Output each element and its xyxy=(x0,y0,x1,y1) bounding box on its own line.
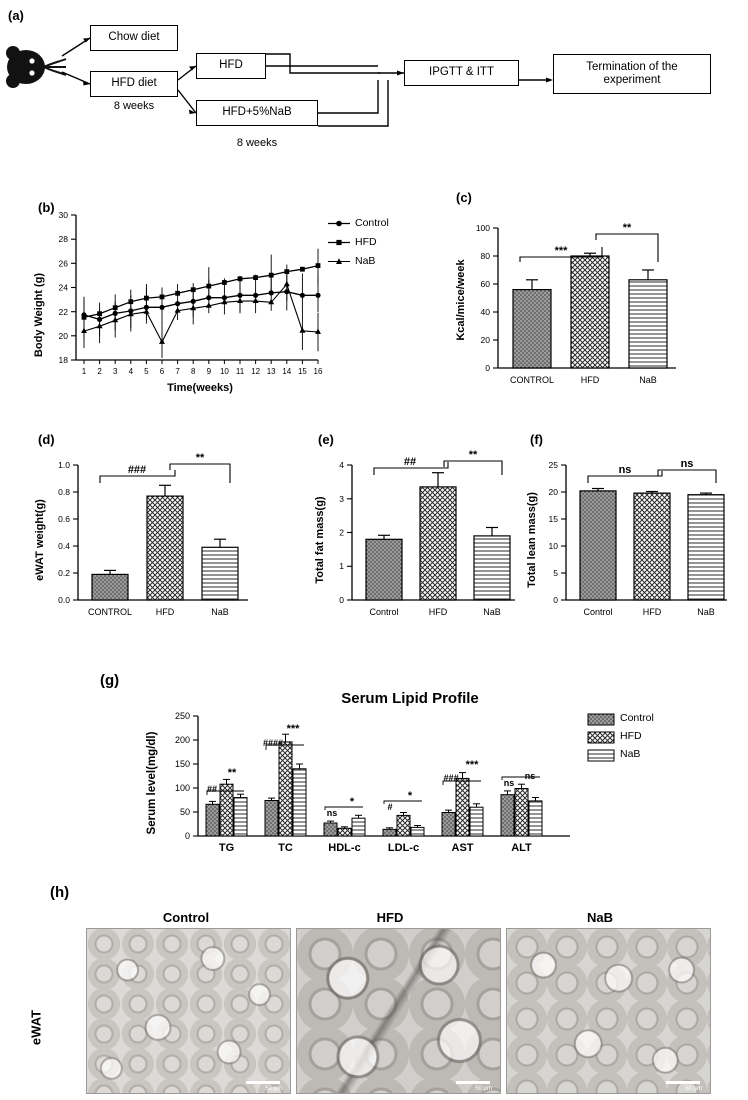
svg-text:**: ** xyxy=(622,222,632,234)
flow-node-termination xyxy=(553,54,711,94)
svg-text:**: ** xyxy=(195,452,205,464)
svg-text:24: 24 xyxy=(58,282,68,293)
svg-text:0: 0 xyxy=(485,363,490,373)
svg-text:ns: ns xyxy=(618,464,632,476)
flow-node-ipgtt-label: IPGTT & ITT xyxy=(429,66,494,79)
svg-text:***: *** xyxy=(286,723,300,735)
svg-text:NaB: NaB xyxy=(211,607,229,617)
panel-label-c: (c) xyxy=(456,190,472,205)
flow-node-hfd xyxy=(196,53,266,79)
scale-bar-control xyxy=(246,1081,280,1084)
svg-text:0: 0 xyxy=(184,831,190,841)
svg-text:26: 26 xyxy=(58,258,68,269)
chart-d xyxy=(30,445,270,640)
flowchart xyxy=(0,18,748,173)
svg-text:20: 20 xyxy=(58,331,68,341)
svg-text:2: 2 xyxy=(339,527,344,538)
svg-text:40: 40 xyxy=(480,307,490,317)
svg-text:4: 4 xyxy=(339,460,344,470)
svg-text:####: #### xyxy=(262,738,284,748)
histology-image-control xyxy=(86,928,291,1094)
flow-node-nab-label: HFD+5%NaB xyxy=(222,106,292,119)
chart-g-title-svg: Serum Lipid Profile xyxy=(341,690,479,707)
svg-text:HFD: HFD xyxy=(155,607,175,617)
svg-text:13: 13 xyxy=(266,367,276,376)
svg-text:LDL-c: LDL-c xyxy=(387,842,420,854)
svg-text:*: * xyxy=(407,790,413,802)
svg-text:6: 6 xyxy=(159,367,165,376)
flow-node-termination-label: Termination of the experiment xyxy=(586,60,678,86)
scale-text-hfd: 50 µm xyxy=(475,1086,492,1092)
svg-text:1: 1 xyxy=(339,561,344,571)
svg-text:20: 20 xyxy=(480,335,490,345)
svg-text:14: 14 xyxy=(282,367,292,376)
scale-bar-nab xyxy=(666,1081,700,1084)
svg-text:***: *** xyxy=(554,245,568,257)
svg-text:HDL-c: HDL-c xyxy=(328,842,361,854)
svg-text:*: * xyxy=(349,796,355,808)
svg-text:0.8: 0.8 xyxy=(58,487,70,497)
chart-e xyxy=(310,445,535,640)
flow-node-hfd-diet-label: HFD diet xyxy=(111,77,157,90)
svg-text:60: 60 xyxy=(480,279,490,289)
panel-label-b: (b) xyxy=(38,200,55,215)
svg-text:2: 2 xyxy=(97,367,102,376)
svg-text:3: 3 xyxy=(112,367,118,376)
panel-label-g: (g) xyxy=(100,672,120,689)
svg-text:ns: ns xyxy=(680,458,694,470)
svg-text:NaB: NaB xyxy=(697,607,715,617)
histology-col-control: Control xyxy=(162,910,210,925)
legend-label-g-nab: NaB xyxy=(620,748,641,760)
legend-chart-b xyxy=(328,217,418,267)
svg-text:25: 25 xyxy=(548,460,558,470)
svg-text:***: *** xyxy=(465,759,479,771)
svg-text:0.0: 0.0 xyxy=(58,595,70,605)
svg-text:###: ### xyxy=(127,464,147,476)
svg-text:ns: ns xyxy=(326,808,338,818)
flow-node-hfd-diet xyxy=(90,71,178,97)
histology-image-hfd xyxy=(296,928,501,1094)
svg-text:22: 22 xyxy=(58,307,68,317)
panel-label-e: (e) xyxy=(318,432,334,447)
svg-text:#: # xyxy=(387,802,393,812)
svg-text:CONTROL: CONTROL xyxy=(509,375,555,385)
legend-marker-nab xyxy=(328,257,350,266)
svg-text:7: 7 xyxy=(175,367,180,376)
legend-label-g-hfd: HFD xyxy=(620,730,642,742)
svg-text:Control: Control xyxy=(583,607,613,617)
flow-node-hfd-label: HFD xyxy=(219,59,243,72)
svg-text:Serum level(mg/dl): Serum level(mg/dl) xyxy=(146,731,158,835)
svg-text:ALT: ALT xyxy=(511,842,532,854)
svg-text:15: 15 xyxy=(548,514,558,524)
svg-text:ns: ns xyxy=(503,778,515,788)
svg-text:16: 16 xyxy=(313,367,323,376)
flow-caption-2: 8 weeks xyxy=(236,137,278,149)
svg-text:HFD: HFD xyxy=(580,375,600,385)
svg-text:NaB: NaB xyxy=(483,607,501,617)
scale-text-control: 50 µm xyxy=(265,1086,282,1092)
scale-text-nab: 50 µm xyxy=(685,1086,702,1092)
svg-text:eWAT weight(g): eWAT weight(g) xyxy=(34,499,46,581)
svg-text:5: 5 xyxy=(553,568,558,578)
svg-text:30: 30 xyxy=(58,210,68,220)
svg-text:20: 20 xyxy=(548,487,558,497)
flow-caption-1: 8 weeks xyxy=(113,100,155,112)
svg-text:10: 10 xyxy=(548,541,558,551)
svg-text:CONTROL: CONTROL xyxy=(87,607,133,617)
legend-marker-control xyxy=(328,219,350,228)
histology-col-hfd: HFD xyxy=(376,910,404,925)
panel-label-d: (d) xyxy=(38,432,55,447)
svg-text:TC: TC xyxy=(278,842,293,854)
legend-marker-hfd xyxy=(328,238,350,247)
flow-node-chow xyxy=(90,25,178,51)
svg-text:250: 250 xyxy=(174,711,190,721)
adipocyte-texture-hfd xyxy=(297,929,500,1093)
svg-text:AST: AST xyxy=(451,842,474,854)
chart-g xyxy=(140,688,700,868)
svg-text:100: 100 xyxy=(475,223,490,233)
svg-text:0.4: 0.4 xyxy=(58,541,70,551)
legend-label-nab: NaB xyxy=(355,255,376,267)
svg-text:**: ** xyxy=(468,449,478,461)
svg-text:##: ## xyxy=(206,784,218,794)
svg-text:0.2: 0.2 xyxy=(58,568,70,578)
svg-text:ns: ns xyxy=(524,771,536,781)
svg-text:10: 10 xyxy=(219,367,229,376)
svg-text:Total lean mass(g): Total lean mass(g) xyxy=(526,492,538,588)
chart-c xyxy=(450,200,700,410)
svg-text:###: ### xyxy=(443,773,459,783)
legend-label-hfd: HFD xyxy=(355,236,377,248)
legend-label-control: Control xyxy=(355,217,389,229)
panel-label-h: (h) xyxy=(50,884,70,901)
svg-text:NaB: NaB xyxy=(639,375,657,385)
chart-f xyxy=(522,445,747,640)
svg-text:HFD: HFD xyxy=(428,607,448,617)
svg-text:1.0: 1.0 xyxy=(58,460,70,470)
svg-text:4: 4 xyxy=(128,367,134,376)
svg-text:TG: TG xyxy=(218,842,235,854)
svg-text:100: 100 xyxy=(174,783,190,793)
svg-text:Time(weeks): Time(weeks) xyxy=(167,382,233,394)
svg-text:11: 11 xyxy=(235,367,245,376)
svg-text:0: 0 xyxy=(339,595,344,605)
adipocyte-texture-nab xyxy=(507,929,710,1093)
svg-text:##: ## xyxy=(403,456,417,468)
svg-text:80: 80 xyxy=(480,251,490,261)
svg-text:12: 12 xyxy=(251,367,261,376)
svg-text:9: 9 xyxy=(206,367,212,376)
svg-text:18: 18 xyxy=(58,355,68,365)
scale-bar-hfd xyxy=(456,1081,490,1084)
svg-text:15: 15 xyxy=(297,367,307,376)
svg-text:Total fat mass(g): Total fat mass(g) xyxy=(314,496,326,584)
panel-label-f: (f) xyxy=(530,432,543,447)
histology-col-nab: NaB xyxy=(586,910,613,925)
histology-row-label: eWAT xyxy=(28,1009,44,1046)
legend-chart-g xyxy=(620,712,654,766)
legend-label-g-control: Control xyxy=(620,712,654,724)
svg-text:28: 28 xyxy=(58,234,68,244)
svg-text:1: 1 xyxy=(81,367,87,376)
adipocyte-texture-control xyxy=(87,929,290,1093)
flow-node-nab xyxy=(196,100,318,126)
svg-text:0.6: 0.6 xyxy=(58,514,70,524)
chart-b xyxy=(30,205,389,400)
flow-node-ipgtt xyxy=(404,60,519,86)
svg-text:150: 150 xyxy=(174,759,190,769)
panel-label-a: (a) xyxy=(8,8,24,23)
svg-text:5: 5 xyxy=(144,367,149,376)
svg-text:**: ** xyxy=(227,767,237,779)
svg-text:HFD: HFD xyxy=(642,607,662,617)
svg-text:200: 200 xyxy=(174,735,190,745)
svg-text:Control: Control xyxy=(369,607,399,617)
svg-text:8: 8 xyxy=(190,367,196,376)
svg-text:0: 0 xyxy=(553,595,558,605)
svg-text:3: 3 xyxy=(339,494,344,504)
svg-text:Kcal/mice/week: Kcal/mice/week xyxy=(455,259,467,341)
histology-image-nab xyxy=(506,928,711,1094)
svg-text:Body Weight (g): Body Weight (g) xyxy=(33,272,45,358)
svg-text:50: 50 xyxy=(179,807,190,817)
flow-node-chow-label: Chow diet xyxy=(108,31,160,44)
